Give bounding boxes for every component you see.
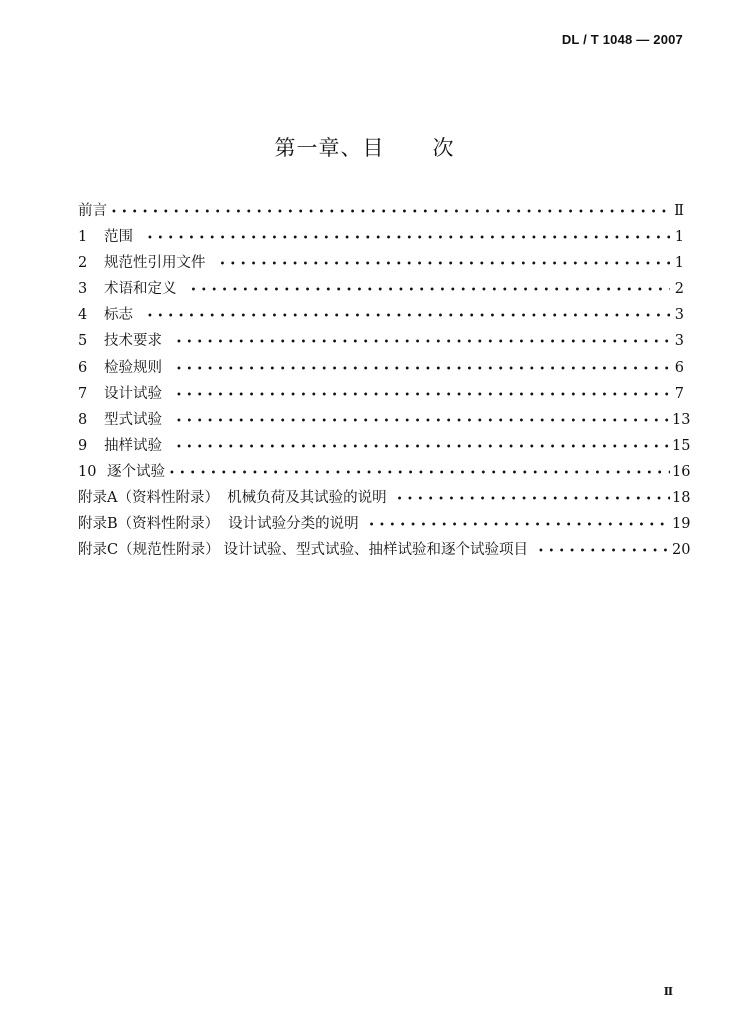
toc-entry-3[interactable]: [78, 276, 684, 302]
toc-page-number: 7: [674, 385, 684, 402]
toc-leader: [538, 539, 670, 565]
toc-entry-7[interactable]: [78, 381, 684, 407]
toc-leader: [147, 304, 670, 330]
toc-entry-2[interactable]: [78, 250, 684, 276]
toc-entry-appendix-a[interactable]: [78, 485, 691, 511]
toc-page-number: 13: [672, 411, 691, 428]
toc-leader: [176, 435, 670, 461]
toc-entry-title: 标志: [104, 307, 133, 324]
toc-entry-4[interactable]: [78, 302, 684, 328]
page-title: [0, 132, 729, 162]
toc-entry-1[interactable]: [78, 224, 684, 250]
toc-entry-9[interactable]: [78, 433, 691, 459]
toc-page-number: 6: [674, 359, 684, 376]
toc-entry-title: 逐个试验: [107, 463, 165, 480]
toc-page-number: 15: [672, 437, 691, 454]
toc-page-number: 19: [672, 516, 691, 533]
toc-entry-title: 技术要求: [104, 333, 162, 350]
toc-entry-subtitle: 设计试验分类的说明: [228, 516, 359, 533]
toc-entry-appendix-c[interactable]: [78, 537, 691, 563]
toc-entry-title: 抽样试验: [104, 437, 162, 454]
toc-page-number: 18: [672, 490, 691, 507]
toc-leader: [220, 252, 671, 278]
toc-entry-appendix-b[interactable]: [78, 511, 691, 537]
toc-leader: [169, 461, 670, 487]
toc-entry-title: 附录C（规范性附录）: [78, 542, 220, 559]
toc-entry-number: 3: [78, 281, 88, 298]
toc-leader: [111, 200, 670, 226]
standard-code: DL / T 1048 — 2007: [561, 32, 683, 47]
toc-page-number: 16: [672, 463, 691, 480]
toc-entry-foreword[interactable]: [78, 198, 684, 224]
toc-entry-title: 规范性引用文件: [104, 255, 206, 272]
toc-leader: [176, 383, 670, 409]
toc-page-number: Ⅱ: [674, 203, 684, 219]
standard-code-header: [562, 32, 683, 47]
toc-page-number: 2: [674, 281, 684, 298]
toc-leader: [397, 487, 670, 513]
toc-entry-number: 7: [78, 385, 88, 402]
toc-entry-5[interactable]: [78, 328, 684, 354]
toc-entry-6[interactable]: [78, 355, 684, 381]
toc-entry-subtitle: 机械负荷及其试验的说明: [227, 490, 387, 507]
toc-entry-title: 附录B（资料性附录）: [78, 516, 220, 533]
page-title-part2: 次: [432, 136, 455, 160]
toc-entry-title: 前言: [78, 203, 107, 219]
toc-page-number: 3: [674, 307, 684, 324]
toc-leader: [147, 226, 670, 252]
toc-entry-number: 4: [78, 307, 88, 324]
toc-entry-number: 9: [78, 437, 88, 454]
page-title-part1: 第一章、目: [274, 136, 385, 160]
table-of-contents: [78, 198, 691, 563]
toc-entry-number: 1: [78, 229, 88, 246]
footer-page-number: Ⅱ: [663, 986, 673, 998]
toc-entry-number: 2: [78, 255, 88, 272]
toc-entry-subtitle: 设计试验、型式试验、抽样试验和逐个试验项目: [223, 542, 529, 559]
toc-entry-title: 设计试验: [104, 385, 162, 402]
toc-entry-8[interactable]: [78, 407, 691, 433]
page-number-footer: [664, 985, 673, 998]
toc-leader: [369, 513, 670, 539]
toc-page-number: 20: [672, 542, 691, 559]
toc-leader: [191, 278, 671, 304]
toc-entry-10[interactable]: [78, 459, 691, 485]
toc-leader: [176, 330, 670, 356]
toc-page-number: 1: [674, 229, 684, 246]
toc-leader: [176, 357, 670, 383]
toc-entry-number: 5: [78, 333, 88, 350]
toc-entry-number: 10: [78, 463, 97, 480]
toc-page-number: 3: [674, 333, 684, 350]
toc-entry-title: 术语和定义: [104, 281, 177, 298]
toc-entry-title: 附录A（资料性附录）: [78, 490, 219, 507]
toc-leader: [176, 409, 670, 435]
toc-entry-title: 范围: [104, 229, 133, 246]
toc-entry-number: 6: [78, 359, 88, 376]
toc-entry-title: 检验规则: [104, 359, 162, 376]
toc-entry-number: 8: [78, 411, 88, 428]
toc-entry-title: 型式试验: [104, 411, 162, 428]
toc-page-number: 1: [674, 255, 684, 272]
